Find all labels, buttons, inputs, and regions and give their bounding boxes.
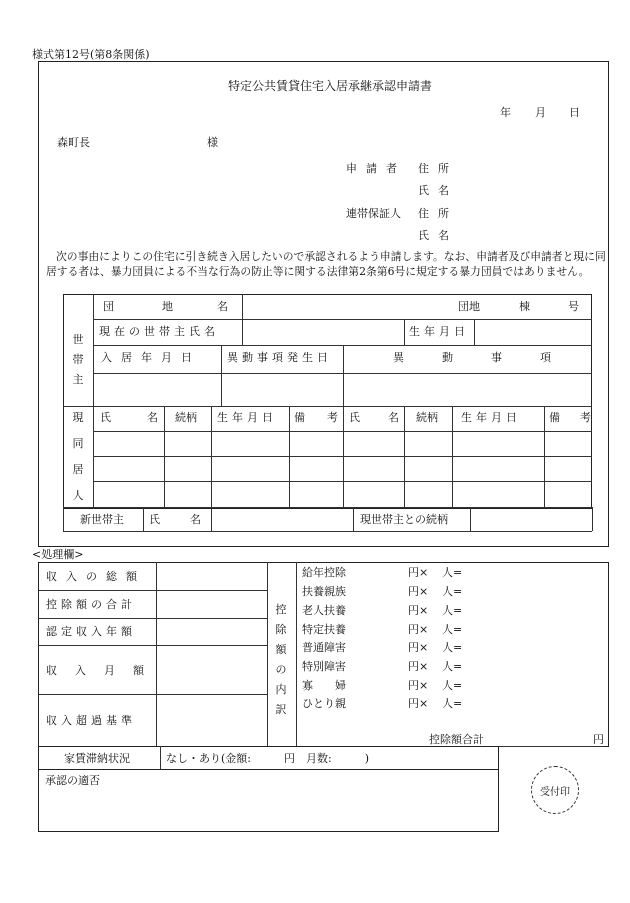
rent-status-value: なし・あり(金額: 円 月数: ) xyxy=(166,752,369,765)
processing-row-total-income: 収入の総額 xyxy=(46,570,146,583)
rent-status-label: 家賃滞納状況 xyxy=(64,752,130,765)
addressee-honorific: 様 xyxy=(207,136,218,149)
guarantor-role: 連帯保証人 xyxy=(346,207,401,220)
householder-section-label: 世帯主 xyxy=(72,333,84,386)
change-item-label: 異 動 事 項 xyxy=(393,351,551,364)
building-label: 棟 xyxy=(519,300,530,313)
processing-row-deduction-total: 控除額の合計 xyxy=(46,598,136,611)
approval-box xyxy=(38,769,499,832)
applicant-role: 申請者 xyxy=(346,162,406,175)
deduction-item: 給年控除 xyxy=(302,566,346,579)
date-day: 日 xyxy=(569,106,580,119)
cohab-col-birth: 生年月日 xyxy=(217,411,277,424)
guarantor-name-label: 氏名 xyxy=(418,229,458,242)
deduction-yen-x: 円× xyxy=(408,697,429,710)
cohab-col-remarks: 備 考 xyxy=(294,411,338,424)
deduction-persons: 人= xyxy=(442,697,463,710)
deduction-persons: 人= xyxy=(442,679,463,692)
deduction-item: 普通障害 xyxy=(302,641,346,654)
deduction-persons: 人= xyxy=(442,660,463,673)
deduction-total-label: 控除額合計 xyxy=(429,733,484,746)
change-date-label: 異動事項発生日 xyxy=(227,351,332,364)
cohab-col-name-2: 氏 名 xyxy=(349,411,399,424)
deduction-item: 特定扶養 xyxy=(302,623,346,636)
deduction-persons: 人= xyxy=(442,585,463,598)
current-head-label: 現在の世帯主氏名 xyxy=(99,325,219,338)
deduction-item: 寡 婦 xyxy=(302,679,346,692)
deduction-item: ひとり親 xyxy=(302,697,346,710)
form-title: 特定公共賃貸住宅入居承継承認申請書 xyxy=(228,79,433,93)
deduction-yen-x: 円× xyxy=(408,679,429,692)
cohab-col-remarks-2: 備 考 xyxy=(549,411,591,424)
danchi-building-label: 団地 xyxy=(458,300,480,313)
danchi-name-label: 団 地 名 xyxy=(103,300,228,313)
date-month: 月 xyxy=(535,106,546,119)
processing-row-certified-income: 認定収入年額 xyxy=(46,625,136,638)
deduction-yen-x: 円× xyxy=(408,566,429,579)
deduction-yen-x: 円× xyxy=(408,641,429,654)
deduction-yen-x: 円× xyxy=(408,623,429,636)
deduction-breakdown-label: 控除額の内訳 xyxy=(275,603,287,716)
number-label: 号 xyxy=(568,300,579,313)
deduction-item: 老人扶養 xyxy=(302,604,346,617)
deduction-total-yen: 円 xyxy=(593,733,604,746)
form-number: 様式第12号(第8条関係) xyxy=(32,48,150,61)
approval-label: 承認の適否 xyxy=(45,774,100,787)
move-in-date-label: 入居年月日 xyxy=(101,351,201,364)
deduction-item: 特別障害 xyxy=(302,660,346,673)
processing-header: <処理欄> xyxy=(32,548,84,561)
cohab-col-birth-2: 生年月日 xyxy=(461,411,521,424)
deduction-persons: 人= xyxy=(442,623,463,636)
guarantor-address-label: 住所 xyxy=(418,207,458,220)
cohabitants-section-label: 現同居人 xyxy=(72,411,84,502)
statement-text: 次の事由によりこの住宅に引き続き入居したいので承認されるよう申請します。なお、申請者及び申請者と現に同居する者は、暴力団員による不当な行為の防止等に関する法律第2条第6号に規定する暴力団員ではありません。 xyxy=(46,250,606,278)
deduction-persons: 人= xyxy=(442,604,463,617)
birthdate-label: 生年月日 xyxy=(409,325,469,338)
applicant-name-label: 氏名 xyxy=(418,184,458,197)
cohab-col-relation: 続柄 xyxy=(175,411,197,424)
deduction-yen-x: 円× xyxy=(408,660,429,673)
reception-stamp xyxy=(531,766,579,814)
date-year: 年 xyxy=(500,106,511,119)
addressee-name: 森町長 xyxy=(57,136,90,149)
cohab-col-name: 氏 名 xyxy=(100,411,158,424)
deduction-yen-x: 円× xyxy=(408,585,429,598)
new-head-relation-label: 現世帯主との続柄 xyxy=(360,513,448,526)
processing-row-monthly-income: 収 入 月 額 xyxy=(46,664,144,677)
deduction-persons: 人= xyxy=(442,566,463,579)
deduction-persons: 人= xyxy=(442,641,463,654)
new-head-label: 新世帯主 xyxy=(80,513,124,526)
processing-row-excess-standard: 収入超過基準 xyxy=(46,714,136,727)
cohab-col-relation-2: 続柄 xyxy=(416,411,438,424)
new-head-name-label: 氏 名 xyxy=(149,513,201,526)
deduction-item: 扶養親族 xyxy=(302,585,346,598)
deduction-yen-x: 円× xyxy=(408,604,429,617)
reception-stamp-label: 受付印 xyxy=(540,786,570,798)
applicant-address-label: 住所 xyxy=(418,162,458,175)
